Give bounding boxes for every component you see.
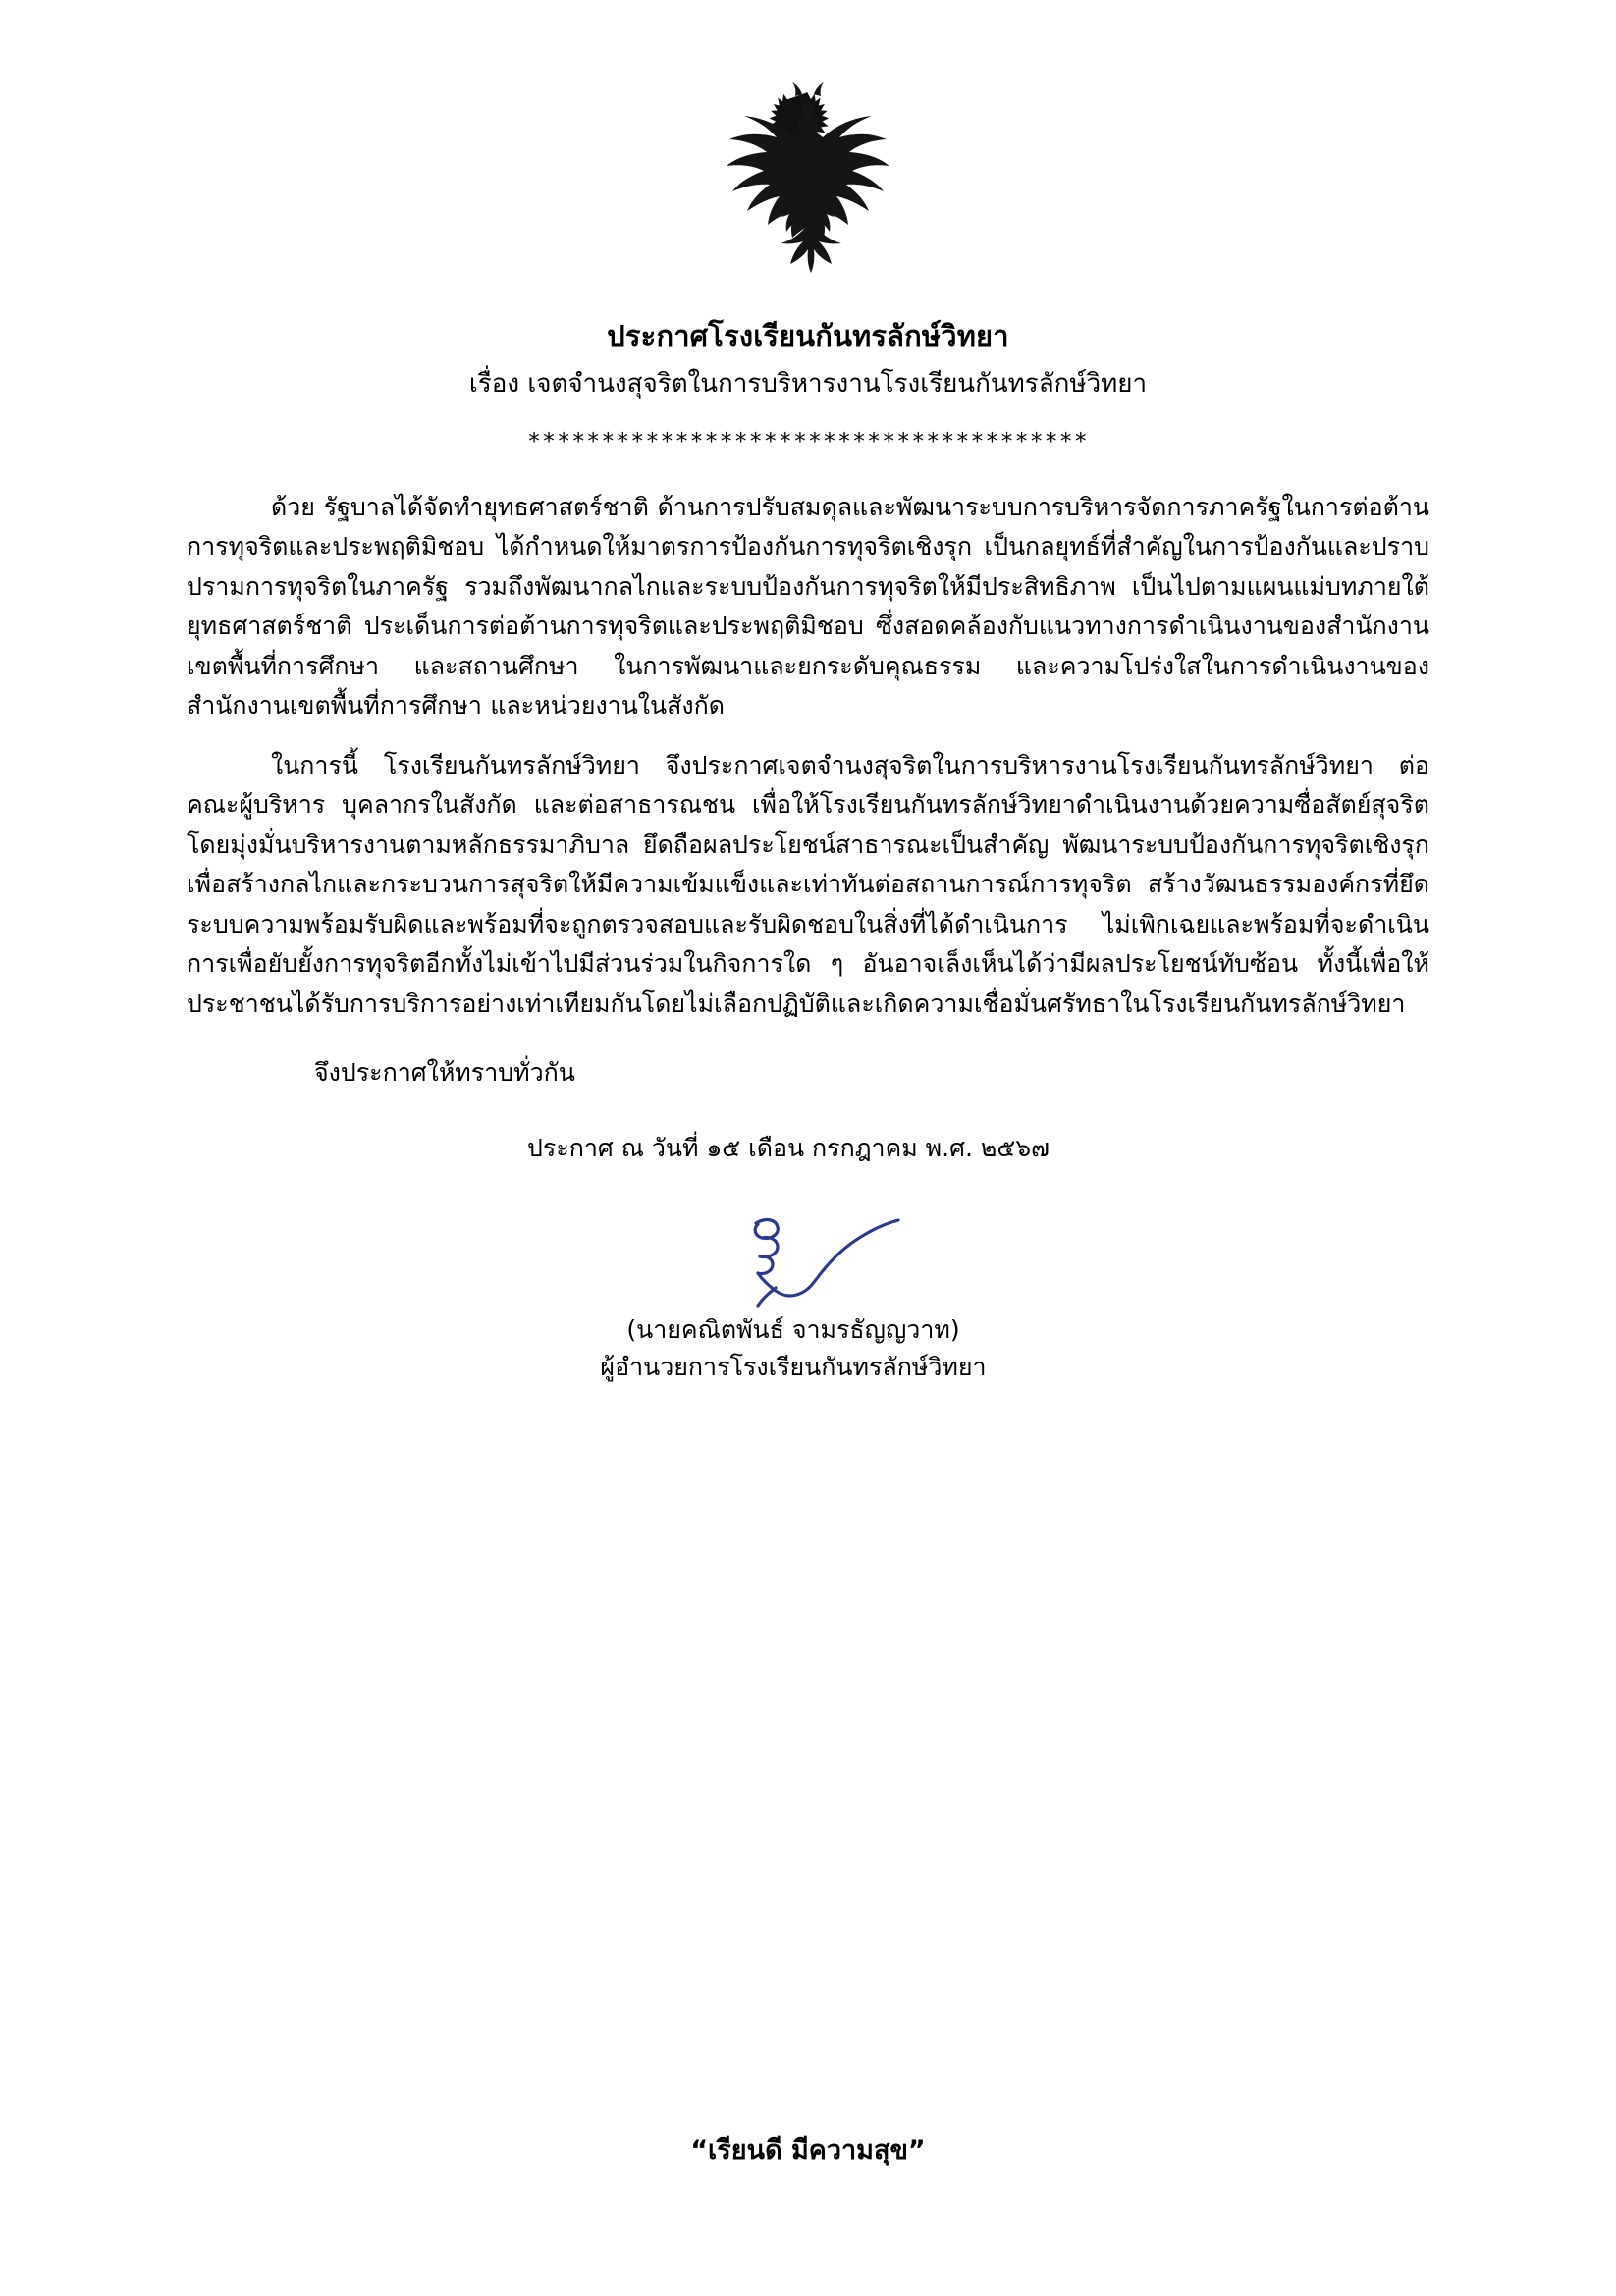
signature-block	[187, 1201, 1429, 1385]
garuda-emblem	[700, 77, 916, 302]
signer-role: ผู้อำนวยการโรงเรียนกันทรลักษ์วิทยา	[600, 1352, 987, 1381]
paragraph-1: ด้วย รัฐบาลได้จัดทำยุทธศาสตร์ชาติ ด้านการปรับสมดุลและพัฒนาระบบการบริหารจัดการภาครัฐในการต่อต้านการทุจริตและประพฤติมิชอบ ได้กำหนดให้มาตรการป้องกันการทุจริตเชิงรุก เป็นกลยุทธ์ที่สำคัญในการป้องกันและปราบปรามการทุจริตในภาครัฐ รวมถึงพัฒนากลไกและระบบป้องกันการทุจริตให้มีประสิทธิภาพ เป็นไปตามแผนแม่บทภายใต้ยุทธศาสตร์ชาติ ประเด็นการต่อต้านการทุจริตและประพฤติมิชอบ ซึ่งสอดคล้องกับแนวทางการดำเนินงานของสำนักงานเขตพื้นที่การศึกษา และสถานศึกษา ในการพัฒนาและยกระดับคุณธรรม และความโปร่งใสในการดำเนินงานของสำนักงานเขตพื้นที่การศึกษา และหน่วยงานในสังกัด	[187, 492, 1429, 721]
document-body	[187, 488, 1429, 1169]
document-subtitle: เรื่อง เจตจำนงสุจริตในการบริหารงานโรงเรียนกันทรลักษ์วิทยา	[468, 368, 1148, 399]
emblem-container	[187, 0, 1429, 302]
announcement-date: ประกาศ ณ วันที่ ๑๕ เดือน กรกฎาคม พ.ศ. ๒๕๖๗	[527, 1133, 1050, 1162]
handwritten-signature	[685, 1201, 911, 1319]
school-motto: “เรียนดี มีความสุข”	[690, 2135, 926, 2165]
signer-name: (นายคณิตพันธ์ จามรธัญญวาท)	[626, 1315, 960, 1345]
paragraph-2: ในการนี้ โรงเรียนกันทรลักษ์วิทยา จึงประกาศเจตจำนงสุจริตในการบริหารงานโรงเรียนกันทรลักษ์วิทยา ต่อคณะผู้บริหาร บุคลากรในสังกัด และต่อสาธารณชน เพื่อให้โรงเรียนกันทรลักษ์วิทยาดำเนินงานด้วยความซื่อสัตย์สุจริต โดยมุ่งมั่นบริหารงานตามหลักธรรมาภิบาล ยึดถือผลประโยชน์สาธารณะเป็นสำคัญ พัฒนาระบบป้องกันการทุจริตเชิงรุก เพื่อสร้างกลไกและกระบวนการสุจริตให้มีความเข้มแข็งและเท่าทันต่อสถานการณ์การทุจริต สร้างวัฒนธรรมองค์กรที่ยึดระบบความพร้อมรับผิดและพร้อมที่จะถูกตรวจสอบและรับผิดชอบในสิ่งที่ได้ดำเนินการ ไม่เพิกเฉยและพร้อมที่จะดำเนินการเพื่อยับยั้งการทุจริตอีกทั้งไม่เข้าไปมีส่วนร่วมในกิจการใด ๆ อันอาจเล็งเห็นได้ว่ามีผลประโยชน์ทับซ้อน ทั้งนี้เพื่อให้ประชาชนได้รับการบริการอย่างเท่าเทียมกันโดยไม่เลือกปฏิบัติและเกิดความเชื่อมั่นศรัทธาในโรงเรียนกันทรลักษ์วิทยา	[187, 750, 1429, 1018]
separator-stars: **************************************	[527, 428, 1089, 454]
closing-statement: จึงประกาศให้ทราบทั่วกัน	[314, 1058, 575, 1088]
document-title: ประกาศโรงเรียนกันทรลักษ์วิทยา	[607, 319, 1009, 352]
